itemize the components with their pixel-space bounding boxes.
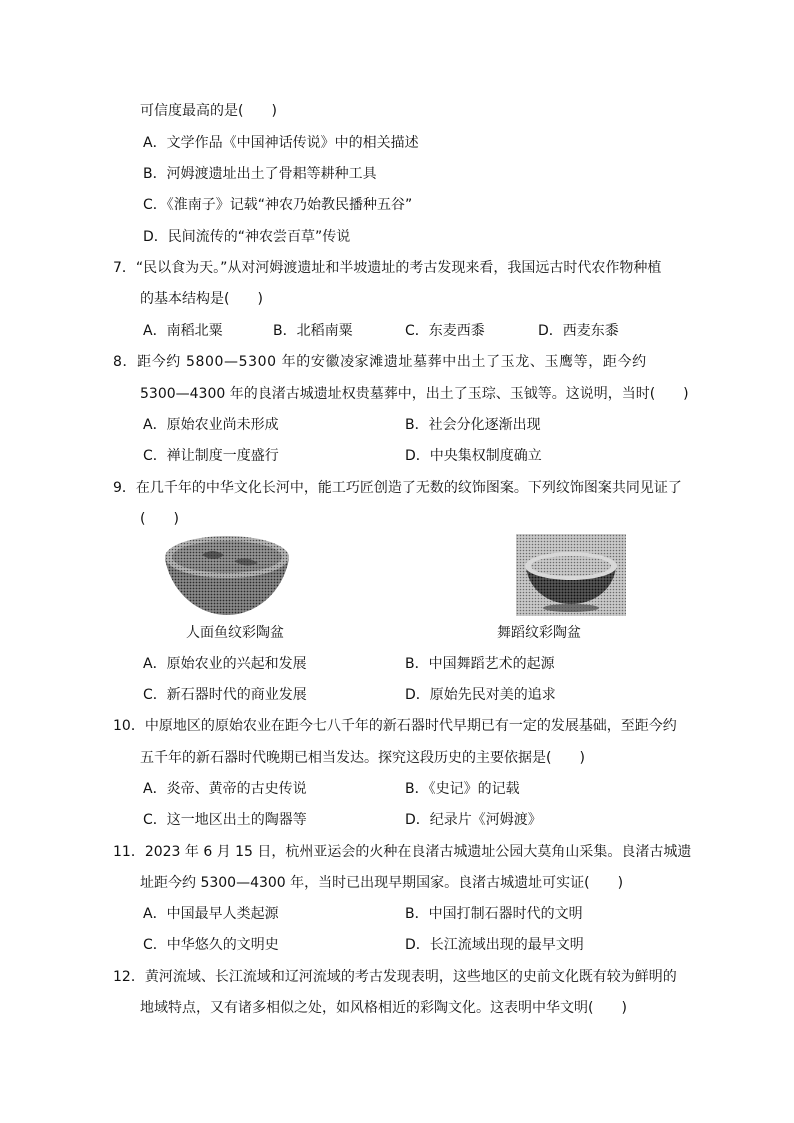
q10-option-d: D．纪录片《河姆渡》 (405, 812, 542, 828)
dance-pattern-basin-image (516, 534, 626, 616)
q6-option-d: D．民间流传的“神农尝百草”传说 (143, 229, 351, 245)
q6-option-b: B．河姆渡遗址出土了骨耜等耕种工具 (143, 166, 377, 182)
q8-option-b: B．社会分化逐渐出现 (405, 417, 541, 433)
q10-option-a: A．炎帝、黄帝的古史传说 (143, 781, 307, 797)
q8-option-c: C．禅让制度一度盛行 (143, 448, 279, 464)
q6-stem: 可信度最高的是( ) (140, 103, 277, 119)
q9-option-c: C．新石器时代的商业发展 (143, 687, 307, 703)
q12-stem-line2: 地域特点，又有诸多相似之处，如风格相近的彩陶文化。这表明中华文明( ) (140, 1000, 627, 1016)
caption-dance-basin: 舞蹈纹彩陶盆 (497, 625, 581, 641)
q8-stem-line2: 5300—4300 年的良渚古城遗址权贵墓葬中，出土了玉琮、玉钺等。这说明，当时( ) (140, 386, 689, 402)
caption-fish-face-basin: 人面鱼纹彩陶盆 (186, 625, 284, 641)
q8-option-a: A．原始农业尚未形成 (143, 417, 279, 433)
q11-option-d: D．长江流域出现的最早文明 (405, 937, 584, 953)
q11-stem-line1: 11．2023 年 6 月 15 日，杭州亚运会的火种在良渚古城遗址公园大莫角山采集。良渚古城遗 (113, 844, 692, 860)
q8-option-d: D．中央集权制度确立 (405, 448, 542, 464)
q9-option-b: B．中国舞蹈艺术的起源 (405, 656, 555, 672)
q10-stem-line2: 五千年的新石器时代晚期已相当发达。探究这段历史的主要依据是( ) (140, 750, 585, 766)
q7-stem-line1: 7．“民以食为天。”从对河姆渡遗址和半坡遗址的考古发现来看，我国远古时代农作物种植 (113, 260, 662, 276)
q9-option-a: A．原始农业的兴起和发展 (143, 656, 307, 672)
q12-stem-line1: 12．黄河流域、长江流域和辽河流域的考古发现表明，这些地区的史前文化既有较为鲜明的 (113, 969, 677, 985)
q7-option-c: C．东麦西黍 (405, 323, 485, 339)
q7-option-a: A．南稻北粟 (143, 323, 223, 339)
q7-option-b: B．北稻南粟 (273, 323, 353, 339)
q9-stem-line2: ( ) (140, 511, 179, 527)
q11-option-c: C．中华悠久的文明史 (143, 937, 279, 953)
q6-option-a: A．文学作品《中国神话传说》中的相关描述 (143, 135, 419, 151)
q6-option-c: C．《淮南子》记载“神农乃始教民播种五谷” (143, 197, 413, 213)
q7-stem-line2: 的基本结构是( ) (140, 291, 263, 307)
fish-face-basin-image (162, 533, 292, 617)
q9-option-d: D．原始先民对美的追求 (405, 687, 556, 703)
q9-stem-line1: 9．在几千年的中华文化长河中，能工巧匠创造了无数的纹饰图案。下列纹饰图案共同见证了 (113, 480, 682, 496)
q10-option-b: B．《史记》的记载 (405, 781, 520, 797)
q11-option-a: A．中国最早人类起源 (143, 906, 279, 922)
q11-stem-line2: 址距今约 5300—4300 年，当时已出现早期国家。良渚古城遗址可实证( ) (140, 875, 624, 891)
q7-option-d: D．西麦东黍 (538, 323, 619, 339)
q10-stem-line1: 10．中原地区的原始农业在距今七八千年的新石器时代早期已有一定的发展基础，至距今约 (113, 718, 677, 734)
q8-stem-line1: 8．距今约 5800—5300 年的安徽凌家滩遗址墓葬中出土了玉龙、玉鹰等，距今约 (113, 354, 647, 370)
q10-option-c: C．这一地区出土的陶器等 (143, 812, 307, 828)
q11-option-b: B．中国打制石器时代的文明 (405, 906, 583, 922)
